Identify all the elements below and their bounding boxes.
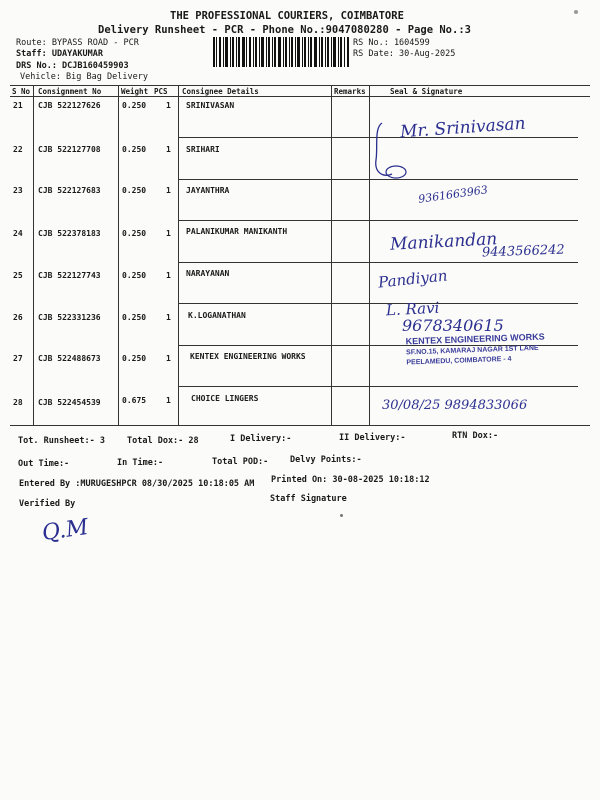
scan-mark-icon <box>574 10 578 14</box>
header-remarks: Remarks <box>334 87 366 96</box>
entered-by: Entered By :MURUGESHPCR 08/30/2025 10:18:05 AM <box>19 479 255 489</box>
row-pcs: 1 <box>166 313 171 322</box>
row-consignee: KENTEX ENGINEERING WORKS <box>190 352 306 361</box>
row-consignee: SRINIVASAN <box>186 101 235 110</box>
col-divider <box>33 85 34 425</box>
row-pcs: 1 <box>166 354 171 363</box>
drs-label: DRS No.: DCJB160459903 <box>16 61 129 71</box>
row-pcs: 1 <box>166 271 171 280</box>
row-consignee: NARAYANAN <box>186 269 230 278</box>
signature-row-21: Mr. Srinivasan <box>399 113 527 143</box>
verified-by-label: Verified By <box>19 499 76 509</box>
header-pcs: PCS <box>154 87 168 96</box>
row-weight: 0.250 <box>122 354 147 363</box>
row-sno: 22 <box>13 145 23 154</box>
row-pcs: 1 <box>166 186 171 195</box>
row-separator <box>178 303 578 304</box>
col-divider <box>178 85 179 425</box>
rs-number: RS No.: 1604599 <box>353 38 430 48</box>
row-sno: 23 <box>13 186 23 195</box>
stamp-line-1: KENTEX ENGINEERING WORKS <box>405 331 545 347</box>
rs-date: RS Date: 30-Aug-2025 <box>353 49 456 59</box>
row-sno: 28 <box>13 398 23 407</box>
i-delivery: I Delivery:- <box>230 434 292 444</box>
total-pod: Total POD:- <box>212 457 269 467</box>
row-weight: 0.250 <box>122 145 147 154</box>
row-weight: 0.250 <box>122 101 147 110</box>
row-consignment: CJB 522127743 <box>38 271 101 280</box>
in-time: In Time:- <box>117 458 164 468</box>
row-sno: 26 <box>13 313 23 322</box>
staff-signature-label: Staff Signature <box>270 494 347 504</box>
route-label: Route: BYPASS ROAD - PCR <box>16 38 139 48</box>
row-pcs: 1 <box>166 396 171 405</box>
total-dox: Total Dox:- 28 <box>127 436 199 446</box>
row-consignment: CJB 522378183 <box>38 229 101 238</box>
tot-runsheet: Tot. Runsheet:- 3 <box>18 436 105 446</box>
out-time: Out Time:- <box>18 459 70 469</box>
staff-label: Staff: UDAYAKUMAR <box>16 49 103 59</box>
signature-row-25: Pandiyan <box>377 266 449 292</box>
row-pcs: 1 <box>166 101 171 110</box>
runsheet-title: Delivery Runsheet - PCR - Phone No.:9047080280 - Page No.:3 <box>98 24 471 36</box>
table-header-line <box>10 96 590 97</box>
verified-signature: Q.M <box>40 514 90 547</box>
rtn-dox: RTN Dox:- <box>452 431 499 441</box>
company-stamp <box>406 332 546 367</box>
row-weight: 0.250 <box>122 313 147 322</box>
stamp-line-2: SF.NO.15, KAMARAJ NAGAR 1ST LANE <box>405 344 539 357</box>
row-separator <box>178 262 578 263</box>
row-consignment: CJB 522488673 <box>38 354 101 363</box>
row-consignment: CJB 522127683 <box>38 186 101 195</box>
row-sno: 24 <box>13 229 23 238</box>
row-sno: 21 <box>13 101 23 110</box>
row-sno: 25 <box>13 271 23 280</box>
signature-row-28: 30/08/25 9894833066 <box>382 398 528 413</box>
stamp-line-3: PEELAMEDU, COIMBATORE - 4 <box>406 355 512 367</box>
scan-mark-icon <box>340 514 343 517</box>
header-seal: Seal & Signature <box>390 87 463 96</box>
header-consignment: Consignment No <box>38 87 102 96</box>
signature-row-26-phone: 9678340615 <box>402 316 504 335</box>
signature-row-23: 9361663963 <box>417 183 489 206</box>
row-pcs: 1 <box>166 145 171 154</box>
signature-row-24-name: Manikandan <box>389 229 498 255</box>
row-weight: 0.250 <box>122 186 147 195</box>
row-consignment: CJB 522331236 <box>38 313 101 322</box>
row-pcs: 1 <box>166 229 171 238</box>
row-sno: 27 <box>13 354 23 363</box>
row-weight: 0.675 <box>122 396 147 405</box>
header-sno: S No <box>12 87 31 96</box>
printed-on: Printed On: 30-08-2025 10:18:12 <box>271 475 430 485</box>
col-divider <box>118 85 119 425</box>
row-consignee: K.LOGANATHAN <box>188 311 246 320</box>
barcode-icon <box>213 37 350 67</box>
delvy-points: Delvy Points:- <box>290 455 362 465</box>
row-consignment: CJB 522127708 <box>38 145 101 154</box>
row-consignee: CHOICE LINGERS <box>191 394 259 403</box>
row-weight: 0.250 <box>122 229 147 238</box>
ii-delivery: II Delivery:- <box>339 433 406 443</box>
signature-row-26-name: L. Ravi <box>385 298 440 320</box>
row-consignee: PALANIKUMAR MANIKANTH <box>186 227 288 236</box>
row-consignment: CJB 522127626 <box>38 101 101 110</box>
table-top-line <box>10 85 590 86</box>
row-consignment: CJB 522454539 <box>38 398 101 407</box>
signature-row-24-phone: 9443566242 <box>481 242 565 261</box>
header-weight: Weight <box>121 87 149 96</box>
row-consignee: JAYANTHRA <box>186 186 230 195</box>
row-separator <box>178 386 578 387</box>
company-name: THE PROFESSIONAL COURIERS, COIMBATORE <box>170 10 404 22</box>
table-bottom-line <box>10 425 590 426</box>
col-divider <box>331 85 332 425</box>
row-weight: 0.250 <box>122 271 147 280</box>
vehicle-label: Vehicle: Big Bag Delivery <box>20 72 148 82</box>
row-separator <box>178 220 578 221</box>
row-consignee: SRIHARI <box>186 145 220 154</box>
header-consignee: Consignee Details <box>182 87 259 96</box>
